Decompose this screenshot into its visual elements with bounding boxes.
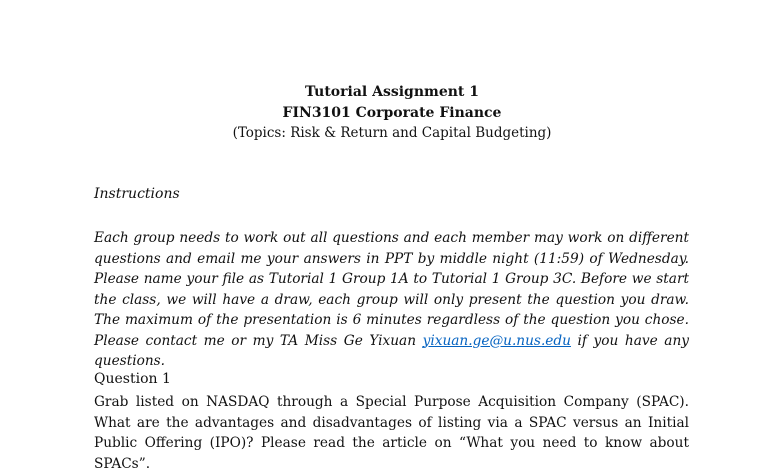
instructions-heading: Instructions: [94, 186, 180, 202]
course-title: FIN3101 Corporate Finance: [282, 105, 502, 121]
ta-email-link[interactable]: yixuan.ge@u.nus.edu: [422, 332, 571, 349]
instructions-text: Each group needs to work out all questions and each member may work on different questions and email me your answers in PPT by middle night (11:59) of Wednesday. Please name your file as Tutorial 1 Group 1A to Tutorial 1 Group 3C. Before we start the class, we will have a draw, each group will only present the question you draw. The maximum of the presentation is 6 minutes regardless of the question you chose. Please contact me or my TA Miss Ge Yixuan: [94, 230, 689, 349]
question-1-text: Grab listed on NASDAQ through a Special Purpose Acquisition Company (SPAC). What are the advantages and disadvantages of listing via a SPAC versus an Initial Public Offering (IPO)? Please read the article on “What you need to know about SPACs”.: [94, 394, 689, 472]
instructions-paragraph: [94, 228, 689, 372]
document-title: Tutorial Assignment 1: [305, 84, 479, 100]
question-1-heading: Question 1: [94, 371, 171, 387]
topics-subtitle: (Topics: Risk & Return and Capital Budgeting): [232, 125, 552, 141]
instructions-text-end: if you have any questions.: [94, 332, 689, 369]
